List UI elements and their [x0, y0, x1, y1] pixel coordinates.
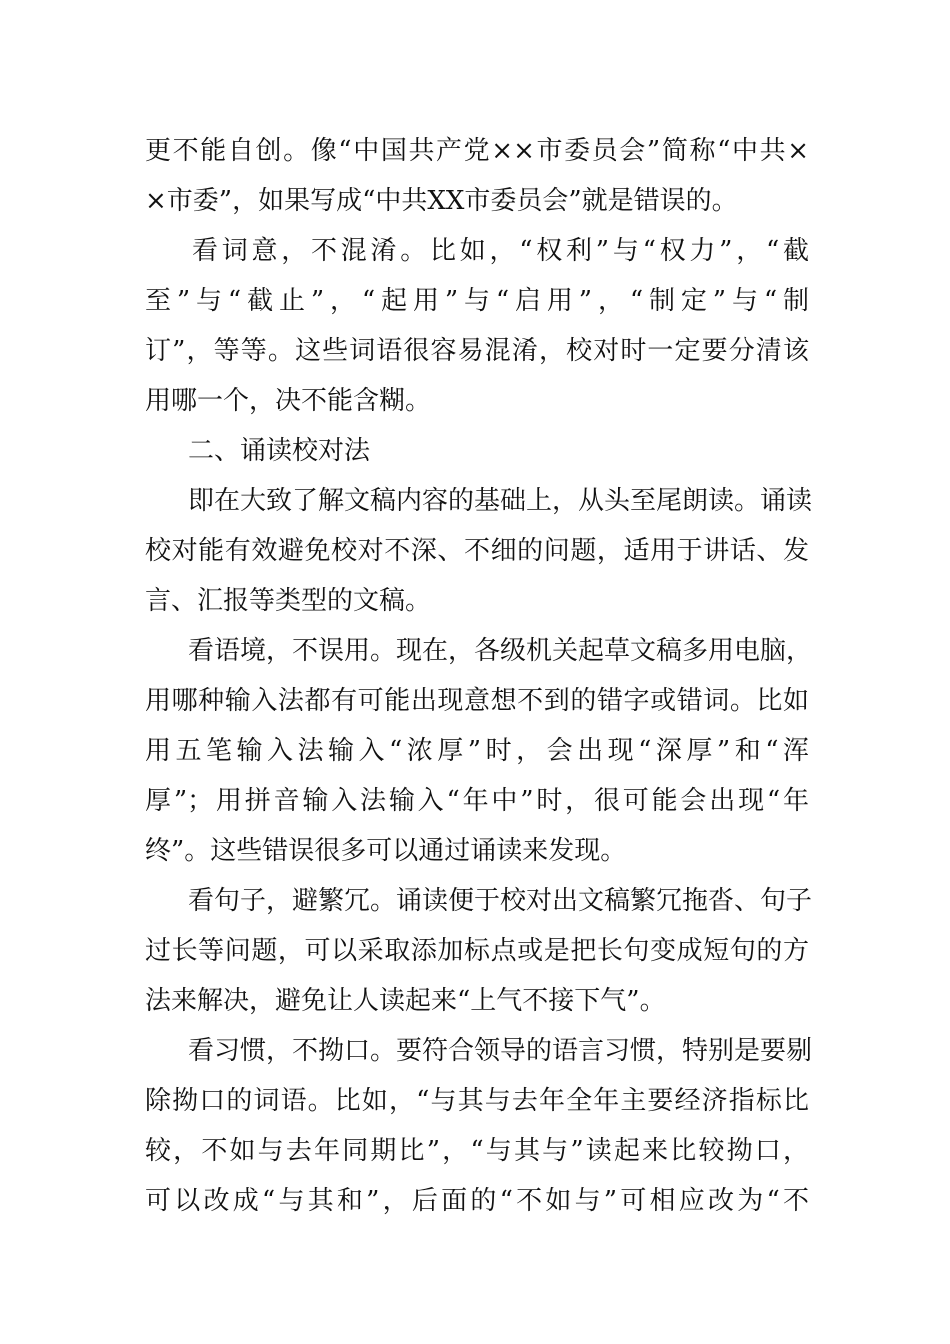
text-line: 法来解决，避免让人读起来“上气不接下气”。: [145, 986, 666, 1016]
paragraph-first-line: 即在大致了解文稿内容的基础上，从头至尾朗读。诵读: [188, 486, 813, 516]
text-line: 更不能自创。像“中国共产党××市委员会”简称“中共×: [145, 136, 809, 166]
paragraph-first-line: 看语境，不误用。现在，各级机关起草文稿多用电脑，: [188, 636, 813, 666]
text-line: 校对能有效避免校对不深、不细的问题，适用于讲话、发: [145, 536, 809, 566]
text-line: 用哪种输入法都有可能出现意想不到的错字或错词。比如: [145, 686, 809, 716]
text-line: 用哪一个，决不能含糊。: [145, 386, 432, 416]
text-line: 言、汇报等类型的文稿。: [145, 586, 432, 616]
paragraph-first-line: 看句子，避繁冗。诵读便于校对出文稿繁冗拖沓、句子: [188, 886, 813, 916]
text-line: 可以改成“与其和”，后面的“不如与”可相应改为“不: [145, 1186, 809, 1216]
text-line: 至”与“截止”，“起用”与“启用”，“制定”与“制: [145, 286, 809, 316]
text-line: 终”。这些错误很多可以通过诵读来发现。: [145, 836, 627, 866]
text-line: 过长等问题，可以采取添加标点或是把长句变成短句的方: [145, 936, 809, 966]
text-line: 用五笔输入法输入“浓厚”时，会出现“深厚”和“浑: [145, 736, 809, 766]
text-line: 除拗口的词语。比如，“与其与去年全年主要经济指标比: [145, 1086, 809, 1116]
text-line: 订”，等等。这些词语很容易混淆，校对时一定要分清该: [145, 336, 809, 366]
text-line: 厚”；用拼音输入法输入“年中”时，很可能会出现“年: [145, 786, 809, 816]
section-heading: 二、诵读校对法: [188, 436, 371, 466]
paragraph-first-line: 看习惯，不拗口。要符合领导的语言习惯，特别是要剔: [188, 1036, 813, 1066]
text-line: 较，不如与去年同期比”，“与其与”读起来比较拗口，: [145, 1136, 809, 1166]
paragraph-first-line: 看词意，不混淆。比如，“权利”与“权力”，“截: [192, 236, 809, 266]
text-line: ×市委”，如果写成“中共XX市委员会”就是错误的。: [145, 186, 738, 216]
